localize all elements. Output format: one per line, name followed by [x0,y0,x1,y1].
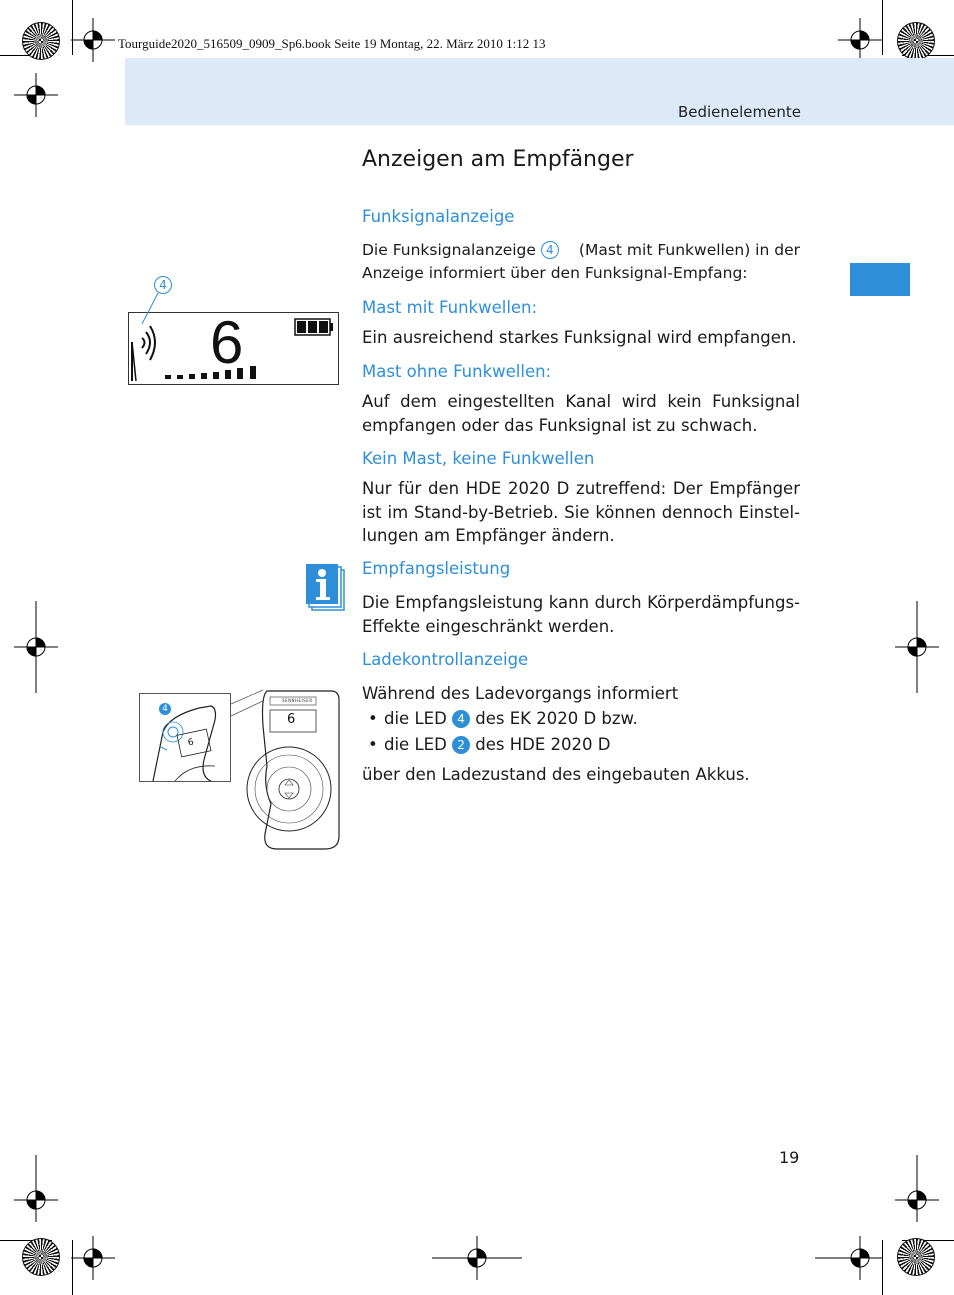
display-figure [128,272,340,386]
bullet-pre: die LED [384,735,447,754]
heading-kein-mast: Kein Mast, keine Funkwellen [362,449,595,468]
funksignal-intro [362,239,800,285]
info-icon [306,562,348,614]
bullet-post: des EK 2020 D bzw. [475,709,638,728]
heading-mast-ohne: Mast ohne Funkwellen: [362,362,552,381]
display-callout [154,275,172,294]
mast-ohne-line-1: Auf dem eingestellten Kanal wird kein Funksignal [362,392,800,411]
device-brand: SENNHEISER [282,698,313,703]
header-section-label: Bedienelemente [677,103,801,121]
intro-text-b: (Mast mit Funkwellen) in der [578,241,800,259]
empfangsleistung-line-1: Die Empfangsleistung kann durch Körperdämpfungs- [362,593,800,612]
ladekontroll-intro: Während des Ladevorgangs informiert [362,684,679,703]
intro-line-1-a [362,239,559,262]
header-band [125,58,954,125]
callout-2-filled: 2 [452,736,470,754]
chapter-tab [850,263,910,296]
callout-4: 4 [154,276,172,294]
intro-line-2: Anzeige informiert über den Funksignal-Empfang: [362,264,748,282]
callout-4-filled: 4 [159,703,171,715]
list-item [384,732,638,758]
kein-mast-text [362,477,800,548]
intro-text-a: Die Funksignalanzeige [362,241,536,259]
device-channel-digit: 6 [287,712,296,727]
heading-empfangsleistung: Empfangsleistung [362,559,511,578]
heading-funksignalanzeige: Funksignalanzeige [362,207,515,226]
empfangsleistung-text [362,591,800,638]
display-channel-digit: 6 [210,309,244,376]
print-info: Tourguide2020_516509_0909_Sp6.book Seite 19 Montag, 22. März 2010 1:12 13 [118,36,546,51]
list-item [384,706,638,732]
kein-mast-line-1: Nur für den HDE 2020 D zutreffend: Der Empfänger [362,479,800,498]
bullet-pre: die LED [384,709,447,728]
ladekontroll-outro: über den Ladezustand des eingebauten Akkus. [362,765,750,784]
bullet-post: des HDE 2020 D [475,735,611,754]
device-figure [139,686,349,851]
mast-ohne-text [362,390,800,437]
kein-mast-line-2: ist im Stand-by-Betrieb. Sie können dennoch Einstel- [362,502,800,522]
detail-channel-digit: 6 [187,737,195,749]
mast-ohne-line-2: empfangen oder das Funksignal ist zu schwach. [362,415,758,435]
device-callout [159,697,171,716]
ladekontroll-list [384,706,638,758]
page-number: 19 [779,1148,800,1167]
heading-mast-mit: Mast mit Funkwellen: [362,298,538,317]
intro-line-1 [362,239,800,262]
kein-mast-line-3: lungen am Empfänger ändern. [362,526,615,545]
heading-ladekontrollanzeige: Ladekontrollanzeige [362,650,529,669]
empfangsleistung-line-2: Effekte eingeschränkt werden. [362,616,615,636]
page-title: Anzeigen am Empfänger [362,147,634,172]
callout-4-filled: 4 [452,710,470,728]
mast-mit-text: Ein ausreichend starkes Funksignal wird empfangen. [362,328,797,347]
callout-4: 4 [541,241,559,259]
